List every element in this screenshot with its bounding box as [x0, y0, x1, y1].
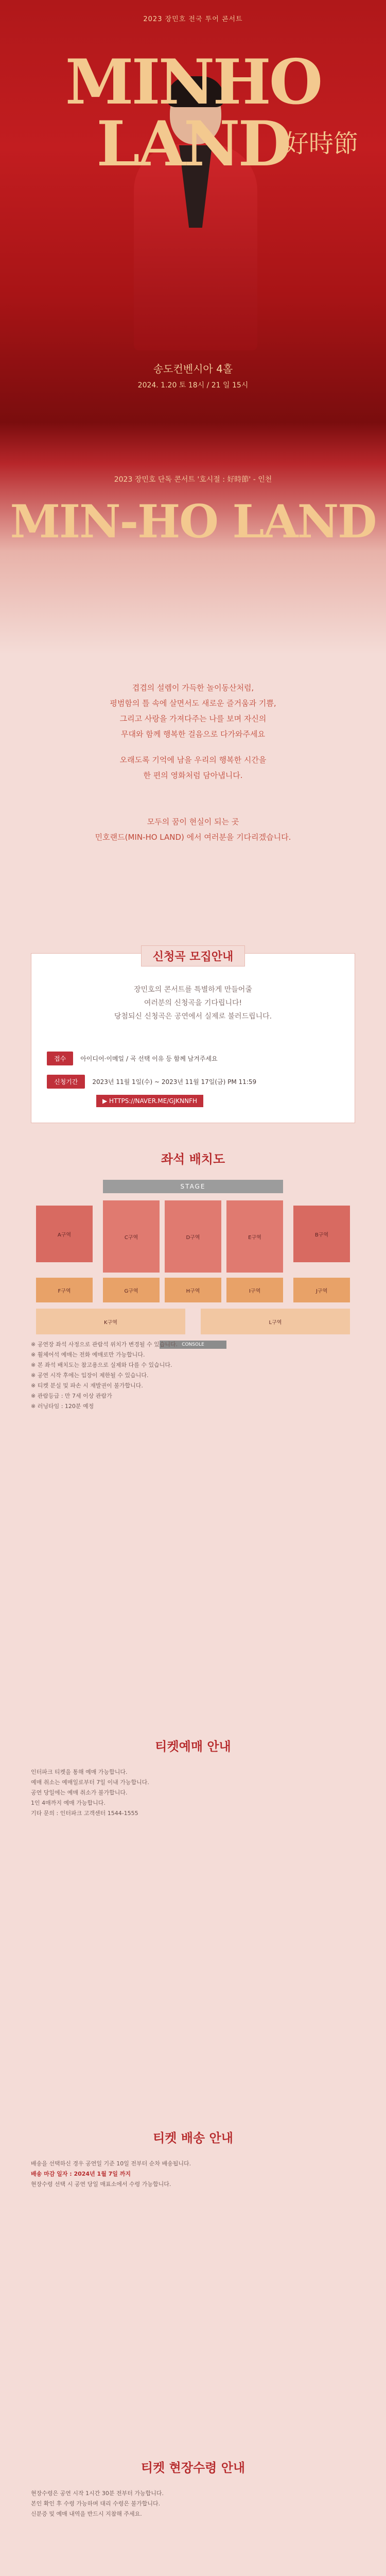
seat-map: [36, 1180, 350, 1350]
seat-block[interactable]: L구역: [201, 1309, 350, 1334]
seatmap-title: 좌석 배치도: [161, 1152, 225, 1166]
console: CONSOLE: [160, 1341, 226, 1349]
note-line: ※ 공연장 좌석 사정으로 관람석 위치가 변경될 수 있습니다.: [31, 1341, 178, 1348]
apply-link-wrap: [96, 1092, 203, 1107]
seat-block[interactable]: J구역: [293, 1278, 350, 1302]
note-line: ※ 티켓 분실 및 파손 시 재발권이 불가합니다.: [31, 1382, 143, 1389]
hero-subtitle: 好時節: [284, 129, 358, 158]
seat-notes: [31, 1340, 355, 1412]
intro-small-title: 2023 장민호 단독 콘서트 '호시절 : 好時節' - 인천: [114, 476, 272, 484]
intro-line: 그리고 사랑을 가져다주는 나를 보며 자신의: [119, 714, 267, 723]
hero-date: 2024. 1.20 토 18시 / 21 일 15시: [137, 381, 249, 389]
tag-period: 신청기간: [47, 1075, 85, 1089]
tag-receive-value: 아이디어·이메일 / 곡 선택 이유 등 함께 남겨주세요: [80, 1055, 218, 1062]
note-line: 현장수령 선택 시 공연 당일 매표소에서 수령 가능합니다.: [31, 2181, 171, 2188]
tag-receive: 접수: [47, 1052, 73, 1065]
note-line: ※ 공연 시작 후에는 입장이 제한될 수 있습니다.: [31, 1372, 149, 1379]
seat-block[interactable]: G구역: [103, 1278, 160, 1302]
intro-line: 민호랜드(MIN-HO LAND) 에서 여러분을 기다리겠습니다.: [95, 833, 291, 842]
note-line: ※ 관람등급 : 만 7세 이상 관람가: [31, 1393, 112, 1399]
intro-big-title: MIN-HO LAND: [10, 495, 376, 548]
delivery-notes: [31, 2159, 355, 2190]
note-line: ※ 러닝타임 : 120분 예정: [31, 1403, 94, 1410]
note-line: 공연 당일에는 예매 취소가 불가합니다.: [31, 1789, 128, 1796]
hero-info: [0, 361, 386, 390]
intro-line: 무대와 함께 행복한 걸음으로 다가와주세요: [121, 730, 265, 739]
seat-block[interactable]: A구역: [36, 1206, 93, 1262]
apply-line: 장민호의 콘서트를 특별하게 만들어줄: [134, 986, 252, 994]
apply-line: 당첨되신 신청곡은 공연에서 실제로 불러드립니다.: [114, 1012, 272, 1021]
note-line: 신분증 및 예매 내역을 반드시 지참해 주세요.: [31, 2511, 142, 2517]
note-line: ※ 본 좌석 배치도는 참고용으로 실제와 다를 수 있습니다.: [31, 1362, 172, 1368]
tag-period-value: 2023년 11월 1일(수) ~ 2023년 11월 17일(금) PM 11:59: [92, 1078, 257, 1086]
booking-title: 티켓예매 안내: [155, 1739, 231, 1754]
delivery-title: 티켓 배송 안내: [153, 2131, 233, 2145]
seat-block[interactable]: H구역: [165, 1278, 221, 1302]
apply-row-2: [47, 1075, 256, 1089]
seat-block[interactable]: B구역: [293, 1206, 350, 1262]
note-line: 배송을 선택하신 경우 공연일 기준 10일 전부터 순차 배송됩니다.: [31, 2160, 191, 2167]
apply-line: 여러분의 신청곡을 기다립니다!: [144, 999, 242, 1007]
apply-text: [31, 983, 355, 1023]
seat-block[interactable]: E구역: [226, 1200, 283, 1273]
apply-link-button[interactable]: ▶ HTTPS://NAVER.ME/GJKNNFH: [96, 1095, 203, 1107]
note-line: 인터파크 티켓을 통해 예매 가능합니다.: [31, 1769, 128, 1775]
seat-block[interactable]: K구역: [36, 1309, 185, 1334]
note-line: 예매 취소는 예매일로부터 7일 이내 가능합니다.: [31, 1779, 149, 1786]
note-line: ※ 휠체어석 예매는 전화 예매로만 가능합니다.: [31, 1351, 145, 1358]
intro-line: 오래도록 기억에 남을 우리의 행복한 시간을: [119, 755, 267, 765]
apply-box: [31, 953, 355, 1123]
note-line: 배송 마감 일자 : 2024년 1월 7일 까지: [31, 2171, 131, 2177]
intro-paragraph-3: [0, 814, 386, 845]
seat-block[interactable]: C구역: [103, 1200, 160, 1273]
apply-title-wrap: [31, 945, 355, 967]
intro-line: 평범함의 틀 속에 살면서도 새로운 즐거움과 기쁨,: [110, 699, 276, 708]
apply-title: 신청곡 모집안내: [141, 945, 245, 967]
seat-block[interactable]: I구역: [226, 1278, 283, 1302]
booking-notes: [31, 1767, 355, 1819]
hero-top-text: 2023 장민호 전국 투어 콘서트: [143, 15, 243, 23]
note-line: 1인 4매까지 예매 가능합니다.: [31, 1800, 106, 1806]
hero-banner: [0, 0, 386, 422]
apply-row-1: [47, 1052, 218, 1065]
intro-paragraph-2: [0, 752, 386, 783]
intro-line: 한 편의 영화처럼 담아냅니다.: [143, 771, 243, 780]
seat-block[interactable]: D구역: [165, 1200, 221, 1273]
intro-paragraph-1: [0, 680, 386, 742]
intro-line: 모두의 꿈이 현실이 되는 곳: [147, 817, 239, 826]
note-line: 본인 확인 후 수령 가능하며 대리 수령은 불가합니다.: [31, 2500, 161, 2507]
seat-block[interactable]: F구역: [36, 1278, 93, 1302]
onsite-notes: [31, 2488, 355, 2519]
intro-line: 겹겹의 설렘이 가득한 놀이동산처럼,: [132, 683, 254, 692]
intro-section: [0, 422, 386, 938]
stage: STAGE: [103, 1180, 283, 1193]
note-line: 기타 문의 : 인터파크 고객센터 1544-1555: [31, 1810, 138, 1817]
note-line: 현장수령은 공연 시작 1시간 30분 전부터 가능합니다.: [31, 2490, 164, 2497]
onsite-title: 티켓 현장수령 안내: [141, 2461, 245, 2475]
hero-title: MINHO LAND: [65, 46, 321, 180]
hero-venue: 송도컨벤시아 4홀: [153, 363, 233, 375]
